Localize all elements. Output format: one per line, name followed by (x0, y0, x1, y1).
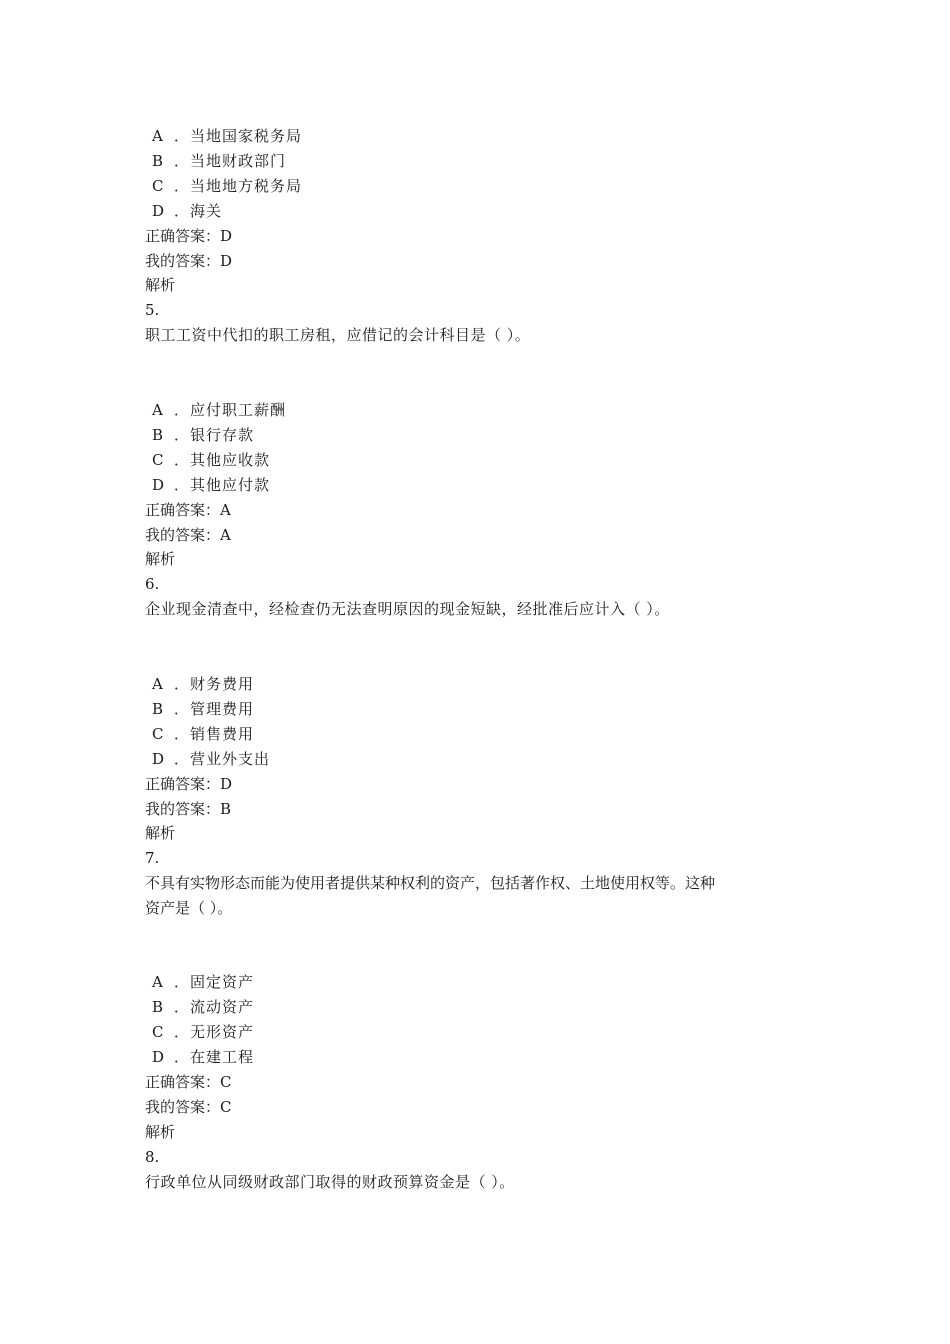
option-d: D ．营业外支出 (152, 750, 271, 768)
analysis-link[interactable]: 解析 (145, 1123, 176, 1141)
my-answer: 我的答案：A (145, 526, 231, 544)
correct-answer: 正确答案：A (145, 501, 231, 519)
option-d: D ．海关 (152, 202, 223, 220)
option-b: B ．管理费用 (152, 700, 255, 718)
question-number: 7. (145, 849, 160, 867)
option-b: B ．当地财政部门 (152, 152, 287, 170)
option-c: C ．销售费用 (152, 725, 255, 743)
question-number: 6. (145, 575, 160, 593)
question-stem: 职工工资中代扣的职工房租，应借记的会计科目是（ ）。 (145, 326, 531, 344)
option-c: C ．当地地方税务局 (152, 177, 303, 195)
analysis-link[interactable]: 解析 (145, 276, 176, 294)
question-stem: 企业现金清查中，经检查仍无法查明原因的现金短缺，经批准后应计入（ ）。 (145, 600, 670, 618)
correct-answer: 正确答案：D (145, 775, 233, 793)
option-a: A ．应付职工薪酬 (152, 401, 287, 419)
option-a: A ．固定资产 (152, 973, 255, 991)
my-answer: 我的答案：B (145, 800, 232, 818)
question-number: 8. (145, 1148, 160, 1166)
my-answer: 我的答案：D (145, 252, 233, 270)
option-c: C ．其他应收款 (152, 451, 271, 469)
option-d: D ．其他应付款 (152, 476, 271, 494)
correct-answer: 正确答案：D (145, 227, 233, 245)
question-stem-line-1: 不具有实物形态而能为使用者提供某种权利的资产，包括著作权、土地使用权等。这种 (145, 874, 716, 892)
option-b: B ．银行存款 (152, 426, 255, 444)
my-answer: 我的答案：C (145, 1098, 232, 1116)
analysis-link[interactable]: 解析 (145, 824, 176, 842)
option-c: C ．无形资产 (152, 1023, 255, 1041)
option-a: A ．财务费用 (152, 675, 255, 693)
analysis-link[interactable]: 解析 (145, 550, 176, 568)
question-number: 5. (145, 301, 160, 319)
correct-answer: 正确答案：C (145, 1073, 232, 1091)
option-b: B ．流动资产 (152, 998, 255, 1016)
option-d: D ．在建工程 (152, 1048, 255, 1066)
question-stem-line-2: 资产是（ ）。 (145, 899, 233, 917)
question-stem: 行政单位从同级财政部门取得的财政预算资金是（ ）。 (145, 1173, 515, 1191)
option-a: A ．当地国家税务局 (152, 127, 303, 145)
